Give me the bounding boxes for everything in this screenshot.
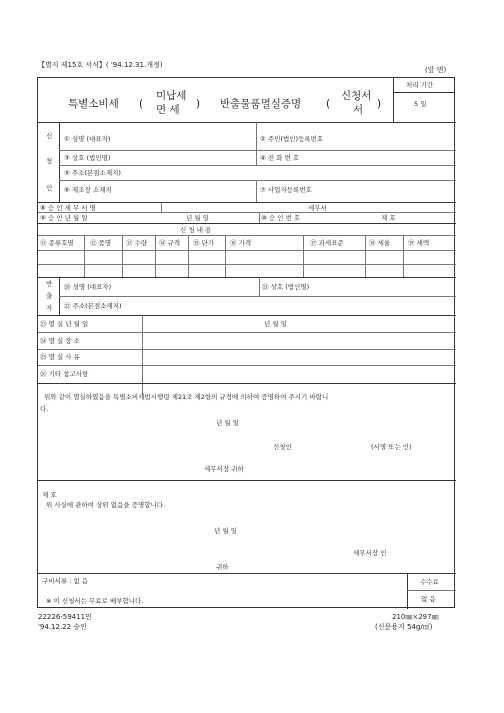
carrier-side-label-2: 출 <box>46 292 53 300</box>
divider <box>38 480 456 481</box>
paper-type: (신문용지 54g/㎡) <box>375 623 433 631</box>
applicant-side-label-1: 신 <box>46 132 53 140</box>
statement-text-line1: 위와 같이 멸실하였음을 특별소비세법시행령 제21조 제2항의 규정에 의하여 증명하여 주시기 바랍니 <box>44 393 329 401</box>
divider <box>407 573 408 609</box>
carrier-name-label: ⑳ 성명 (대표자) <box>64 283 112 291</box>
free-distribution-note: ※ 이 신청서는 무료로 배부합니다. <box>46 597 144 605</box>
approval-date-label: ⑨ 승 인 년 월 일 <box>40 214 88 222</box>
divider <box>38 235 456 236</box>
divider <box>38 223 456 224</box>
statement-text-line2: 다. <box>40 405 49 413</box>
title-option-top: 미납세 <box>156 90 187 102</box>
divider <box>38 277 456 278</box>
column-header: ⑭ 규격 <box>159 239 181 247</box>
certification-text: 위 사실에 관하여 상위 없음을 증명합니다. <box>46 501 166 509</box>
divider <box>59 165 456 166</box>
divider <box>59 180 456 181</box>
divider <box>403 235 404 277</box>
processing-label: 처리 기간 <box>406 81 434 89</box>
applicant-side-label-2: 청 <box>46 157 53 165</box>
loss-place-label: ㉔ 멸 실 장 소 <box>40 337 80 345</box>
details-heading: 신 청 내 용 <box>180 226 212 234</box>
required-documents: 구비서류 : 없 음 <box>42 577 89 585</box>
divider <box>122 235 123 277</box>
statement-signature: (서명 또는 인) <box>371 443 412 451</box>
form-frame <box>37 77 455 608</box>
divider <box>188 235 189 277</box>
title-option-bottom: 면 세 <box>156 104 180 116</box>
certification-addressee: 귀하 <box>216 563 229 571</box>
divider <box>38 264 456 265</box>
page-side-label: (앞 면) <box>425 66 447 74</box>
divider <box>38 573 456 574</box>
divider <box>407 590 456 591</box>
address-label: ⑤ 주소(본점소재지) <box>64 169 121 177</box>
title-kind-top: 신청서 <box>341 90 372 102</box>
divider <box>303 235 304 277</box>
title-part1: 특별소비세 <box>68 98 119 110</box>
carrier-side-label-1: 반 <box>46 280 53 288</box>
divider <box>84 235 85 277</box>
column-header: ⑲ 세액 <box>408 239 430 247</box>
divider <box>38 122 456 123</box>
form-code: 22226-59411민 <box>38 613 92 621</box>
divider <box>38 365 456 366</box>
column-header: ⑰ 과세표준 <box>310 239 344 247</box>
carrier-side-label-3: 자 <box>46 304 53 312</box>
title-paren2-open: ( <box>326 98 331 110</box>
column-header: ⑬ 수량 <box>126 239 148 247</box>
approval-date-value: 년 월 일 <box>186 214 209 222</box>
title-paren-close: ) <box>196 98 201 110</box>
divider <box>256 180 257 202</box>
divider <box>225 235 226 277</box>
factory-label: ⑥ 제조장 소재지 <box>64 186 112 194</box>
business-number-label: ⑦ 사업자등록번호 <box>260 186 312 194</box>
column-header: ⑮ 단가 <box>193 239 215 247</box>
divider <box>59 296 456 297</box>
divider <box>59 150 456 151</box>
form-number: 【별지 제15호 서식】( '94.12.31.개정) <box>38 61 163 69</box>
divider <box>259 212 260 223</box>
resident-number-label: ② 주민(법인)등록번호 <box>260 135 324 143</box>
statement-addressee: 세무서장 귀하 <box>204 465 244 473</box>
title-paren2-close: ) <box>377 98 382 110</box>
certification-issuer: 세무서장 인 <box>353 549 387 557</box>
phone-label: ④ 전 화 번 호 <box>260 154 300 162</box>
column-header: ⑫ 품명 <box>90 239 112 247</box>
remarks-label: ㉖ 기타 참고사항 <box>40 370 89 378</box>
certification-date: 년 월 일 <box>214 527 237 535</box>
divider <box>38 315 456 316</box>
divider <box>256 150 257 165</box>
divider <box>161 202 162 212</box>
applicant-side-label-3: 인 <box>46 184 53 192</box>
title-paren-open: ( <box>139 98 144 110</box>
column-header: ⑱ 세율 <box>369 239 391 247</box>
carrier-trade-name-label: ㉑ 상호 (법인명) <box>262 283 310 291</box>
divider <box>38 250 456 251</box>
approval-office-suffix: 세무서 <box>308 204 327 212</box>
column-header: ⑪ 종류호별 <box>40 239 74 247</box>
statement-date: 년 월 일 <box>216 419 239 427</box>
divider <box>38 212 456 213</box>
divider <box>38 349 456 350</box>
divider <box>365 235 366 277</box>
fee-label: 수수료 <box>420 578 439 586</box>
trade-name-label: ③ 상호 (법인명) <box>64 154 111 162</box>
divider <box>155 235 156 277</box>
loss-date-value: 년 월 일 <box>264 320 287 328</box>
statement-applicant-label: 신청인 <box>273 443 292 451</box>
approval-number-value: 제 호 <box>381 214 396 222</box>
divider <box>38 332 456 333</box>
column-header: ⑯ 가격 <box>230 239 252 247</box>
certification-number: 제 호 <box>42 491 57 499</box>
approval-office-label: ⑧ 승 인 세 무 서 명 <box>40 204 96 212</box>
fee-value: 없 음 <box>421 595 436 603</box>
divider <box>59 122 60 202</box>
carrier-address-label: ㉒ 주소(본점소재지) <box>64 302 122 310</box>
approval-number-label: ⑩ 승 인 번 호 <box>261 214 301 222</box>
divider <box>38 383 456 384</box>
loss-reason-label: ㉕ 멸 실 사 유 <box>40 353 80 361</box>
divider <box>393 78 394 122</box>
paper-size: 210㎜×297㎜ <box>392 613 439 621</box>
loss-date-label: ㉓ 멸 실 년 월 일 <box>40 320 89 328</box>
title-kind-bottom: 서 <box>353 104 364 116</box>
divider <box>259 277 260 296</box>
divider <box>393 92 455 93</box>
divider <box>38 202 456 203</box>
title-part2: 반출물품멸실증명 <box>220 98 302 110</box>
applicant-name-label: ① 성명 (대표자) <box>64 135 111 143</box>
approval-date-stamp: '94.12.22 승인 <box>38 623 87 631</box>
divider <box>256 122 257 150</box>
processing-value: 5 일 <box>414 100 427 108</box>
